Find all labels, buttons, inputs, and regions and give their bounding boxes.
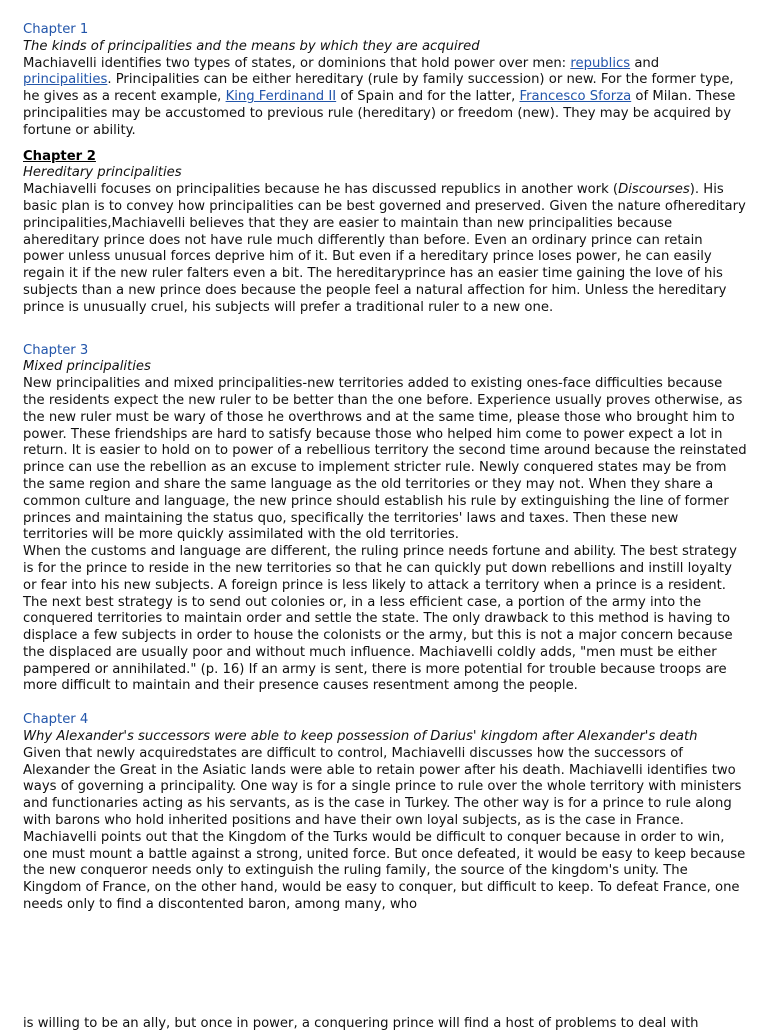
spacer [23,695,747,712]
chapter-2-text: ). His basic plan is to convey how principalities can be best governed and preserved. Given the nature ofhereditary principalities,Machiavelli believes that they are easier to maintain than new principalities because ahereditary prince does not have rule much differently than before. Even an ordinary prince can retain power unless unusual forces deprive him of it. But even if a hereditary prince loses power, he can easily regain it if the new ruler falters even a bit. The hereditaryprince has an easier time gaining the love of his subjects than a new prince does because the people feel a natural affection for him. Unless the hereditary prince is unusually cruel, his subjects will prefer a traditional ruler to a new one. [23,182,746,315]
chapter-2-section [23,149,747,317]
chapter-1-section [23,22,747,140]
chapter-1-paragraph [23,56,747,140]
chapter-4-paragraph: Given that newly acquiredstates are difficult to control, Machiavelli discusses how the successors of Alexander the Great in the Asiatic lands were able to retain power after his death. Machiavelli identifies two ways of governing a principality. One way is for a single prince to rule over the whole territory with ministers and functionaries acting as his servants, as is the case in Turkey. The other way is for a prince to rule along with barons who hold inherited positions and have their own loyal subjects, as is the case in France. Machiavelli points out that the Kingdom of the Turks would be difficult to conquer because in order to win, one must mount a battle against a strong, united force. But once defeated, it would be easy to keep because the new conqueror needs only to extinguish the ruling family, the source of the kingdom's unity. The Kingdom of France, on the other hand, would be easy to conquer, but difficult to keep. To defeat France, one needs only to find a discontented baron, among many, who [23,745,746,913]
spacer [23,140,747,149]
republics-link[interactable]: republics [570,55,631,71]
chapter-1-text: of Spain and for the latter, [336,89,520,105]
chapter-4-continued-text: is willing to be an ally, but once in power, a conquering prince will find a host of problems to deal with [23,1016,699,1031]
chapter-1-text: of Milan. These principalities may be accustomed to previous rule (hereditary) or freedom (new). They may be acquired by fortune or ability. [23,89,736,138]
chapter-2-heading: Chapter 2 [23,148,96,164]
chapter-3-paragraph-2: When the customs and language are different, the ruling prince needs fortune and ability. The best strategy is for the prince to reside in the new territories so that he can quickly put down rebellions and instill loyalty or fear into his new subjects. A foreign prince is less likely to attack a territory when a prince is a resident. The next best strategy is to send out colonies or, in a less efficient case, a portion of the army into the conquered territories to maintain order and settle the state. The only drawback to this method is having to displace a few subjects in order to house the colonists or the army, but this is not a major concern because the displaced are usually poor and without much influence. Machiavelli coldly adds, "men must be either pampered or annihilated." (p. 16) If an army is sent, there is more potential for trouble because troops are more difficult to maintain and their presence causes resentment among the people. [23,544,737,694]
chapter-3-subtitle: Mixed principalities [23,359,151,375]
chapter-3-paragraph-1: New principalities and mixed principalities-new territories added to existing ones-face difficulties because the residents expect the new ruler to be better than the one before. Experience usually proves otherwise, as the new ruler must be wary of those he overthrows and at the same time, please those who brought him to power. These friendships are hard to satisfy because those who helped him come to power expect a lot in return. It is easier to hold on to power of a rebellious territory the second time around because the reinstated prince can use the rebellion as an excuse to implement stricter rule. Newly conquered states may be from the same region and share the same language as the old territories or they may not. When they share a common culture and language, the new prince should establish his rule by extinguishing the line of former princes and maintaining the status quo, specifically the territories' laws and taxes. Then these new territories will be more quickly assimilated with the old territories. [23,376,747,543]
chapter-1-heading[interactable]: Chapter 1 [23,22,89,37]
chapter-1-text: Machiavelli identifies two types of states, or dominions that hold power over men: [23,55,571,71]
discourses-title: Discourses [618,182,690,198]
chapter-1-text: and [630,55,660,71]
principalities-link[interactable]: principalities [23,72,108,88]
spacer [23,317,747,343]
chapter-4-subtitle: Why Alexander's successors were able to keep possession of Darius' kingdom after Alexander's death [23,729,698,745]
chapter-4-section [23,712,747,914]
document-body [23,22,747,914]
chapter-2-text: Machiavelli focuses on principalities because he has discussed republics in another work ( [23,182,619,198]
chapter-2-subtitle: Hereditary principalities [23,165,182,181]
king-ferdinand-link[interactable]: King Ferdinand II [225,89,337,105]
chapter-4-heading[interactable]: Chapter 4 [23,712,89,728]
chapter-3-section [23,343,747,696]
francesco-sforza-link[interactable]: Francesco Sforza [519,89,632,105]
chapter-1-text: . Principalities can be either hereditary (rule by family succession) or new. For the former type, he gives as a recent example, [23,72,734,105]
chapter-2-paragraph [23,182,747,316]
chapter-3-heading[interactable]: Chapter 3 [23,342,89,358]
chapter-1-subtitle: The kinds of principalities and the means by which they are acquired [23,38,480,54]
